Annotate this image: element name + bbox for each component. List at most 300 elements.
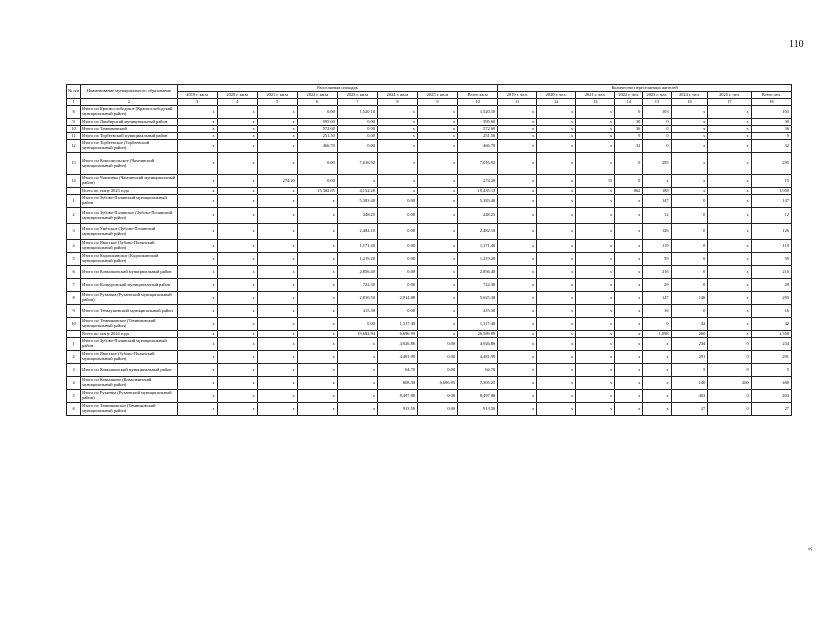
- table-cell: 0: [671, 279, 708, 292]
- table-cell: 119: [751, 240, 791, 253]
- table-cell: 42: [751, 318, 791, 331]
- table-cell: x: [217, 318, 257, 331]
- table-cell: 4,481.99: [377, 351, 417, 364]
- table-cell: x: [297, 364, 337, 377]
- table-cell: x: [498, 153, 537, 175]
- table-cell: x: [297, 403, 337, 416]
- table-cell: x: [177, 240, 217, 253]
- table-row: [67, 224, 792, 240]
- table-cell: x: [708, 292, 751, 305]
- table-cell: x: [615, 318, 643, 331]
- table-cell: x: [417, 292, 457, 305]
- table-cell: x: [177, 305, 217, 318]
- table-cell: x: [257, 126, 297, 133]
- row-name: Итого по Темниковское (Темниковский муниципальный район): [81, 318, 177, 331]
- table-cell: 4,481.99: [458, 351, 498, 364]
- table-row: [67, 331, 792, 338]
- table-cell: 16: [643, 305, 671, 318]
- table-cell: 64.70: [458, 364, 498, 377]
- table-cell: x: [643, 338, 671, 351]
- table-cell: x: [217, 279, 257, 292]
- table-cell: x: [576, 195, 615, 208]
- header-area-year: 2022 г. кв.м: [297, 92, 337, 99]
- table-cell: x: [377, 175, 417, 188]
- table-cell: x: [257, 153, 297, 175]
- table-cell: x: [257, 253, 297, 266]
- table-cell: x: [217, 351, 257, 364]
- table-cell: 0.00: [297, 175, 337, 188]
- table-cell: 1,171.40: [337, 240, 377, 253]
- table-cell: x: [708, 305, 751, 318]
- row-number: 10: [67, 318, 81, 331]
- header-col-number: 8: [377, 99, 417, 106]
- table-cell: x: [498, 240, 537, 253]
- table-cell: 1,171.40: [458, 240, 498, 253]
- table-cell: 0.00: [377, 253, 417, 266]
- table-cell: x: [498, 175, 537, 188]
- table-cell: x: [177, 208, 217, 224]
- table-cell: 572.60: [297, 126, 337, 133]
- table-cell: x: [297, 208, 337, 224]
- row-name: Итого по Торбеевское (Торбеевский муниципальный район): [81, 140, 177, 153]
- table-cell: x: [297, 195, 337, 208]
- table-cell: x: [297, 331, 337, 338]
- table-cell: x: [257, 106, 297, 119]
- table-cell: x: [576, 133, 615, 140]
- table-cell: 27: [671, 403, 708, 416]
- row-number: 5: [67, 390, 81, 403]
- table-cell: x: [417, 266, 457, 279]
- table-cell: 572.60: [458, 126, 498, 133]
- row-number: 5: [67, 253, 81, 266]
- table-cell: 0: [671, 224, 708, 240]
- row-number: 11: [67, 133, 81, 140]
- table-cell: 0.00: [377, 224, 417, 240]
- table-cell: 140: [671, 377, 708, 390]
- table-cell: x: [417, 188, 457, 195]
- row-name: Итого по Лямбирский муниципальный район: [81, 119, 177, 126]
- table-cell: x: [297, 279, 337, 292]
- table-cell: x: [297, 377, 337, 390]
- table-cell: x: [257, 331, 297, 338]
- table-cell: x: [671, 188, 708, 195]
- header-area-year: 2023 г. кв.м: [337, 92, 377, 99]
- table-cell: x: [498, 364, 537, 377]
- table-cell: 36: [751, 126, 791, 133]
- table-cell: x: [615, 364, 643, 377]
- table-cell: x: [643, 403, 671, 416]
- table-cell: 0: [708, 403, 751, 416]
- table-cell: x: [498, 106, 537, 119]
- table-cell: x: [177, 133, 217, 140]
- table-cell: 0: [643, 140, 671, 153]
- table-cell: 0.00: [297, 153, 337, 175]
- table-cell: x: [615, 253, 643, 266]
- table-cell: x: [257, 318, 297, 331]
- row-number: 2: [67, 351, 81, 364]
- table-cell: x: [417, 175, 457, 188]
- table-cell: x: [217, 331, 257, 338]
- table-cell: x: [643, 364, 671, 377]
- table-row: [67, 240, 792, 253]
- table-cell: x: [297, 318, 337, 331]
- table-cell: x: [257, 390, 297, 403]
- table-cell: x: [615, 351, 643, 364]
- table-cell: 0: [643, 126, 671, 133]
- table-cell: x: [177, 119, 217, 126]
- row-name: Итого по Темниковское (Темниковский муниципальный район): [81, 403, 177, 416]
- table-cell: 12: [751, 208, 791, 224]
- row-number: 3: [67, 224, 81, 240]
- table-cell: x: [537, 253, 576, 266]
- table-cell: x: [615, 390, 643, 403]
- table-cell: 59: [643, 253, 671, 266]
- table-cell: x: [537, 153, 576, 175]
- table-cell: x: [217, 240, 257, 253]
- table-cell: x: [257, 364, 297, 377]
- table-cell: x: [217, 305, 257, 318]
- table-cell: x: [537, 266, 576, 279]
- table-cell: x: [537, 195, 576, 208]
- table-cell: x: [576, 140, 615, 153]
- table-cell: x: [417, 331, 457, 338]
- row-name: Итого по Явасское (Зубово-Полянский муниципальный район): [81, 240, 177, 253]
- table-cell: 234: [671, 338, 708, 351]
- table-cell: x: [615, 279, 643, 292]
- table-row: [67, 126, 792, 133]
- table-cell: x: [498, 126, 537, 133]
- table-cell: x: [643, 175, 671, 188]
- table-cell: x: [498, 390, 537, 403]
- table-row: [67, 305, 792, 318]
- table-row: [67, 377, 792, 390]
- table-cell: x: [417, 224, 457, 240]
- table-cell: x: [257, 133, 297, 140]
- table-cell: 8,497.88: [377, 390, 417, 403]
- header-area-year: 2019 г. кв.м: [177, 92, 217, 99]
- header-res-year: 2025 г. чел.: [708, 92, 751, 99]
- table-cell: x: [498, 188, 537, 195]
- table-cell: x: [615, 331, 643, 338]
- table-cell: x: [537, 305, 576, 318]
- table-cell: x: [615, 403, 643, 416]
- header-col-number: 11: [498, 99, 537, 106]
- table-cell: x: [337, 377, 377, 390]
- table-cell: x: [417, 318, 457, 331]
- table-cell: x: [217, 195, 257, 208]
- table-cell: x: [708, 208, 751, 224]
- header-col-number: 4: [217, 99, 257, 106]
- header-col-number: 17: [708, 99, 751, 106]
- table-cell: x: [217, 224, 257, 240]
- table-cell: x: [615, 338, 643, 351]
- table-cell: x: [257, 208, 297, 224]
- table-cell: x: [257, 338, 297, 351]
- table-cell: 42: [671, 318, 708, 331]
- table-cell: 0: [671, 253, 708, 266]
- table-cell: x: [257, 240, 297, 253]
- header-res-year: 2023 г. чел.: [643, 92, 671, 99]
- table-cell: x: [297, 240, 337, 253]
- table-cell: x: [217, 390, 257, 403]
- table-cell: 293: [751, 292, 791, 305]
- table-cell: 9: [751, 133, 791, 140]
- table-cell: x: [498, 119, 537, 126]
- table-cell: x: [708, 188, 751, 195]
- table-cell: 251.50: [458, 133, 498, 140]
- table-cell: x: [257, 403, 297, 416]
- table-cell: x: [217, 106, 257, 119]
- table-cell: 0.00: [337, 140, 377, 153]
- table-cell: x: [417, 106, 457, 119]
- table-cell: 2,482.10: [458, 224, 498, 240]
- table-cell: x: [708, 331, 751, 338]
- table-cell: 1,219.20: [337, 253, 377, 266]
- table-cell: x: [417, 240, 457, 253]
- row-number: 2: [67, 208, 81, 224]
- table-cell: 126: [751, 224, 791, 240]
- table-cell: x: [337, 351, 377, 364]
- table-cell: x: [671, 175, 708, 188]
- table-cell: x: [377, 106, 417, 119]
- header-res-year: 2020 г. чел.: [537, 92, 576, 99]
- table-cell: x: [576, 305, 615, 318]
- row-name: Всего по этапу 2024 года: [81, 331, 177, 338]
- header-res-year: 2021 г. чел.: [576, 92, 615, 99]
- table-cell: x: [177, 140, 217, 153]
- row-name: Итого по Краснослободское (Краснослободский муниципальный район): [81, 106, 177, 119]
- table-cell: 0.00: [377, 208, 417, 224]
- table-cell: 6,696.95: [377, 331, 417, 338]
- table-cell: 126: [643, 224, 671, 240]
- table-row: [67, 253, 792, 266]
- table-cell: 415.30: [337, 305, 377, 318]
- table-cell: x: [297, 351, 337, 364]
- table-row: [67, 403, 792, 416]
- row-number: 9: [67, 305, 81, 318]
- table-cell: x: [498, 195, 537, 208]
- table-cell: 466.70: [458, 140, 498, 153]
- table-cell: x: [615, 305, 643, 318]
- table-cell: 19,435.13: [458, 188, 498, 195]
- table-cell: 5,383.40: [337, 195, 377, 208]
- table-cell: x: [576, 240, 615, 253]
- table-cell: x: [708, 133, 751, 140]
- table-cell: 26,589.89: [458, 331, 498, 338]
- header-res-year: Всего чел.: [751, 92, 791, 99]
- table-cell: 7,016.92: [337, 153, 377, 175]
- table-cell: 0.00: [337, 318, 377, 331]
- table-cell: 27: [751, 403, 791, 416]
- table-cell: 0.00: [297, 106, 337, 119]
- table-cell: 913.50: [377, 403, 417, 416]
- table-cell: x: [537, 403, 576, 416]
- table-cell: x: [297, 292, 337, 305]
- row-name: Итого по Торбеевский муниципальный район: [81, 133, 177, 140]
- table-cell: 32: [615, 140, 643, 153]
- table-cell: x: [615, 195, 643, 208]
- table-cell: 295: [751, 153, 791, 175]
- table-cell: x: [297, 224, 337, 240]
- header-col-number: 16: [671, 99, 708, 106]
- table-cell: 0.00: [417, 364, 457, 377]
- table-cell: x: [377, 126, 417, 133]
- table-cell: x: [643, 390, 671, 403]
- table-cell: x: [417, 153, 457, 175]
- table-cell: x: [337, 403, 377, 416]
- table-cell: x: [217, 292, 257, 305]
- table-cell: 15: [751, 175, 791, 188]
- table-cell: x: [708, 175, 751, 188]
- table-cell: x: [217, 188, 257, 195]
- table-cell: x: [537, 351, 576, 364]
- table-cell: 862: [615, 188, 643, 195]
- table-cell: x: [177, 253, 217, 266]
- table-cell: 0.00: [337, 133, 377, 140]
- table-cell: x: [417, 126, 457, 133]
- table-cell: x: [217, 126, 257, 133]
- table-cell: x: [615, 208, 643, 224]
- table-cell: x: [257, 279, 297, 292]
- table-cell: x: [576, 153, 615, 175]
- header-col-number: 14: [615, 99, 643, 106]
- table-cell: x: [417, 133, 457, 140]
- header-col-number: 2: [81, 99, 177, 106]
- table-cell: x: [576, 390, 615, 403]
- table-row: [67, 119, 792, 126]
- table-cell: x: [257, 377, 297, 390]
- table-cell: x: [257, 119, 297, 126]
- row-number: 3: [67, 364, 81, 377]
- row-number: 12: [67, 140, 81, 153]
- table-cell: 0.00: [417, 351, 457, 364]
- table-cell: 0: [643, 133, 671, 140]
- table-cell: x: [708, 253, 751, 266]
- table-cell: x: [177, 266, 217, 279]
- table-row: [67, 351, 792, 364]
- table-cell: x: [498, 253, 537, 266]
- table-cell: x: [708, 266, 751, 279]
- row-number: 10: [67, 126, 81, 133]
- table-cell: 1,219.20: [458, 253, 498, 266]
- table-cell: 216: [751, 266, 791, 279]
- table-cell: x: [498, 318, 537, 331]
- table-cell: 291: [671, 351, 708, 364]
- table-cell: 5: [751, 364, 791, 377]
- table-cell: x: [417, 208, 457, 224]
- table-cell: x: [177, 403, 217, 416]
- table-cell: x: [297, 390, 337, 403]
- table-cell: x: [537, 133, 576, 140]
- header-col-number: 15: [643, 99, 671, 106]
- table-cell: 1,317.40: [377, 318, 417, 331]
- row-number: 8: [67, 292, 81, 305]
- table-cell: x: [576, 403, 615, 416]
- table-cell: x: [177, 106, 217, 119]
- table-cell: x: [708, 106, 751, 119]
- table-cell: x: [615, 224, 643, 240]
- row-number: 13: [67, 153, 81, 175]
- table-cell: 0: [671, 266, 708, 279]
- header-area-group: Расселяемая площадь: [177, 85, 498, 92]
- table-row: [67, 106, 792, 119]
- table-cell: x: [671, 133, 708, 140]
- row-name: Итого по Явасское (Зубово-Полянский муниципальный район): [81, 351, 177, 364]
- row-name: Итого по Зубово-Полянское (Зубово-Полянский муниципальный район): [81, 208, 177, 224]
- table-cell: x: [708, 126, 751, 133]
- table-cell: 2,814.88: [377, 292, 417, 305]
- table-cell: 64.70: [377, 364, 417, 377]
- row-name: Итого по Зубово-Полянский муниципальный район: [81, 338, 177, 351]
- table-cell: x: [671, 126, 708, 133]
- table-cell: 295: [643, 153, 671, 175]
- table-cell: x: [498, 377, 537, 390]
- table-cell: x: [708, 153, 751, 175]
- table-cell: x: [576, 279, 615, 292]
- header-res-year: 2024 г. чел.: [671, 92, 708, 99]
- table-cell: 0: [671, 208, 708, 224]
- header-area-year: 2025 г. кв.м: [417, 92, 457, 99]
- table-row: [67, 140, 792, 153]
- table-cell: x: [576, 126, 615, 133]
- table-cell: 147: [643, 292, 671, 305]
- table-cell: 1,050: [751, 188, 791, 195]
- table-cell: 146: [671, 292, 708, 305]
- table-cell: x: [576, 377, 615, 390]
- table-cell: x: [217, 208, 257, 224]
- table-cell: x: [177, 292, 217, 305]
- table-cell: x: [576, 338, 615, 351]
- table-cell: 260: [671, 331, 708, 338]
- row-name: Итого по Чамзинка (Чамзинский муниципальный район): [81, 175, 177, 188]
- table-cell: x: [217, 153, 257, 175]
- table-cell: x: [297, 266, 337, 279]
- table-cell: x: [177, 175, 217, 188]
- table-cell: x: [177, 377, 217, 390]
- table-cell: 1,317.40: [458, 318, 498, 331]
- table-cell: x: [257, 292, 297, 305]
- table-cell: 7,305.25: [458, 377, 498, 390]
- row-number: 1: [67, 195, 81, 208]
- table-cell: 147: [751, 195, 791, 208]
- table-cell: 0.00: [377, 305, 417, 318]
- table-cell: x: [498, 279, 537, 292]
- table-cell: x: [576, 253, 615, 266]
- table-cell: 0: [708, 364, 751, 377]
- table-cell: 36: [615, 126, 643, 133]
- table-cell: x: [576, 292, 615, 305]
- row-name: Итого по Рузаевка (Рузаевский муниципальный район): [81, 292, 177, 305]
- table-cell: x: [498, 403, 537, 416]
- table-cell: x: [217, 377, 257, 390]
- table-cell: 0: [671, 305, 708, 318]
- table-cell: 0.00: [337, 119, 377, 126]
- table-cell: x: [417, 119, 457, 126]
- row-number: 1: [67, 338, 81, 351]
- header-col-number: 12: [537, 99, 576, 106]
- table-cell: 12: [643, 208, 671, 224]
- row-name: Итого по Теньгушевский муниципальный район: [81, 305, 177, 318]
- table-row: [67, 364, 792, 377]
- table-row: [67, 208, 792, 224]
- table-cell: x: [377, 140, 417, 153]
- table-cell: 403: [671, 390, 708, 403]
- table-cell: x: [615, 266, 643, 279]
- table-cell: x: [217, 140, 257, 153]
- row-number: [67, 331, 81, 338]
- table-cell: x: [498, 338, 537, 351]
- row-name: Итого по Темниковский: [81, 126, 177, 133]
